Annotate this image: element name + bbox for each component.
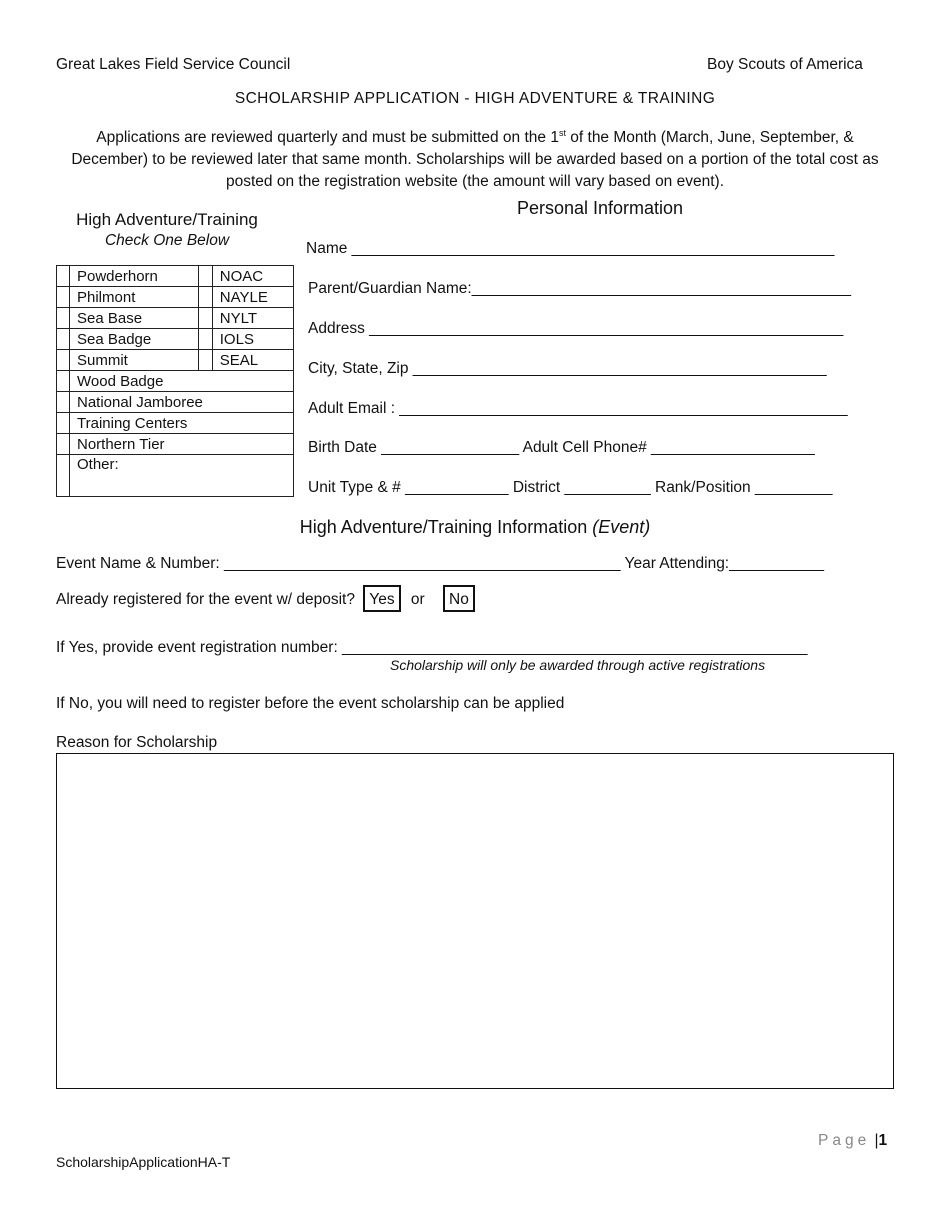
adult-email-field[interactable]: Adult Email : ____________________________________________________ (308, 400, 848, 417)
unit-district-rank-field[interactable]: Unit Type & # ____________ District __________ Rank/Position _________ (308, 479, 833, 496)
checkbox-nayle[interactable] (198, 287, 212, 308)
registered-question-text: Already registered for the event w/ deposit? (56, 591, 355, 608)
parent-guardian-field[interactable]: Parent/Guardian Name:____________________________________________ (308, 280, 851, 297)
address-field[interactable]: Address _______________________________________________________ (308, 320, 844, 337)
checkbox-summit[interactable] (57, 350, 70, 371)
label-seal: SEAL (212, 350, 293, 371)
checkbox-nylt[interactable] (198, 308, 212, 329)
label-wood-badge: Wood Badge (70, 371, 294, 392)
checklist-row (57, 266, 294, 287)
checkbox-national-jamboree[interactable] (57, 392, 70, 413)
checklist-row (57, 329, 294, 350)
checklist-row (57, 413, 294, 434)
no-option[interactable]: No (443, 585, 475, 612)
checkbox-iols[interactable] (198, 329, 212, 350)
label-national-jamboree: National Jamboree (70, 392, 294, 413)
checkbox-sea-badge[interactable] (57, 329, 70, 350)
page-number (818, 1132, 887, 1150)
high-adventure-title: High Adventure/Training (76, 210, 258, 229)
label-summit: Summit (70, 350, 199, 371)
checklist-row (57, 308, 294, 329)
intro-text-1: Applications are reviewed quarterly and must be submitted on the 1 (96, 129, 559, 147)
checkbox-other[interactable] (57, 455, 70, 497)
or-text: or (410, 591, 425, 608)
intro-superscript: st (558, 128, 566, 138)
checklist-row (57, 350, 294, 371)
yes-option[interactable]: Yes (363, 585, 400, 612)
checkbox-training-centers[interactable] (57, 413, 70, 434)
reason-label: Reason for Scholarship (56, 734, 218, 751)
label-noac: NOAC (212, 266, 293, 287)
event-title-text: High Adventure/Training Information (299, 517, 588, 537)
city-state-zip-field[interactable]: City, State, Zip ________________________________________________ (308, 360, 827, 377)
high-adventure-subtitle: Check One Below (104, 232, 230, 249)
label-northern-tier: Northern Tier (70, 434, 294, 455)
label-philmont: Philmont (70, 287, 199, 308)
intro-text-2: of the Month (March, June, September, & December) to be reviewed later that same month. Scholarships will be awarded based on a portion of the total cost as posted on the registration website (the amount will vary based on event). (71, 129, 879, 191)
checklist-row (57, 371, 294, 392)
label-training-centers: Training Centers (70, 413, 294, 434)
page-separator: | (874, 1132, 879, 1149)
registered-question (56, 585, 475, 612)
checkbox-northern-tier[interactable] (57, 434, 70, 455)
checkbox-powderhorn[interactable] (57, 266, 70, 287)
label-sea-base: Sea Base (70, 308, 199, 329)
name-field[interactable]: Name ________________________________________________________ (306, 240, 835, 257)
registration-number-field[interactable]: If Yes, provide event registration number: ______________________________________________________ (56, 639, 808, 656)
checkbox-wood-badge[interactable] (57, 371, 70, 392)
event-section-title (0, 517, 950, 538)
label-other[interactable]: Other: (70, 455, 294, 497)
checkbox-sea-base[interactable] (57, 308, 70, 329)
checklist-row (57, 434, 294, 455)
label-powderhorn: Powderhorn (70, 266, 199, 287)
checklist-row (57, 392, 294, 413)
checkbox-noac[interactable] (198, 266, 212, 287)
reason-textarea[interactable] (56, 753, 894, 1089)
checkbox-philmont[interactable] (57, 287, 70, 308)
registration-note: Scholarship will only be awarded through active registrations (390, 657, 766, 673)
document-id: ScholarshipApplicationHA-T (56, 1154, 231, 1170)
label-iols: IOLS (212, 329, 293, 350)
label-nylt: NYLT (212, 308, 293, 329)
event-checklist-table (56, 265, 294, 497)
personal-info-title: Personal Information (516, 198, 684, 218)
page-num: 1 (878, 1132, 888, 1149)
label-nayle: NAYLE (212, 287, 293, 308)
page-title: SCHOLARSHIP APPLICATION - HIGH ADVENTURE & TRAINING (234, 90, 716, 107)
event-title-italic: (Event) (592, 517, 651, 537)
checklist-row (57, 287, 294, 308)
checkbox-seal[interactable] (198, 350, 212, 371)
intro-paragraph (56, 122, 894, 193)
event-name-number-field[interactable]: Event Name & Number: ______________________________________________ Year Attending:___________ (56, 555, 824, 572)
birth-date-phone-field[interactable]: Birth Date ________________ Adult Cell Phone# ___________________ (308, 439, 815, 456)
if-no-text: If No, you will need to register before the event scholarship can be applied (56, 695, 565, 712)
header-council: Great Lakes Field Service Council (56, 56, 291, 73)
header-organization: Boy Scouts of America (707, 56, 863, 73)
page-word: Page (818, 1132, 871, 1149)
label-sea-badge: Sea Badge (70, 329, 199, 350)
checklist-row-other (57, 455, 294, 497)
